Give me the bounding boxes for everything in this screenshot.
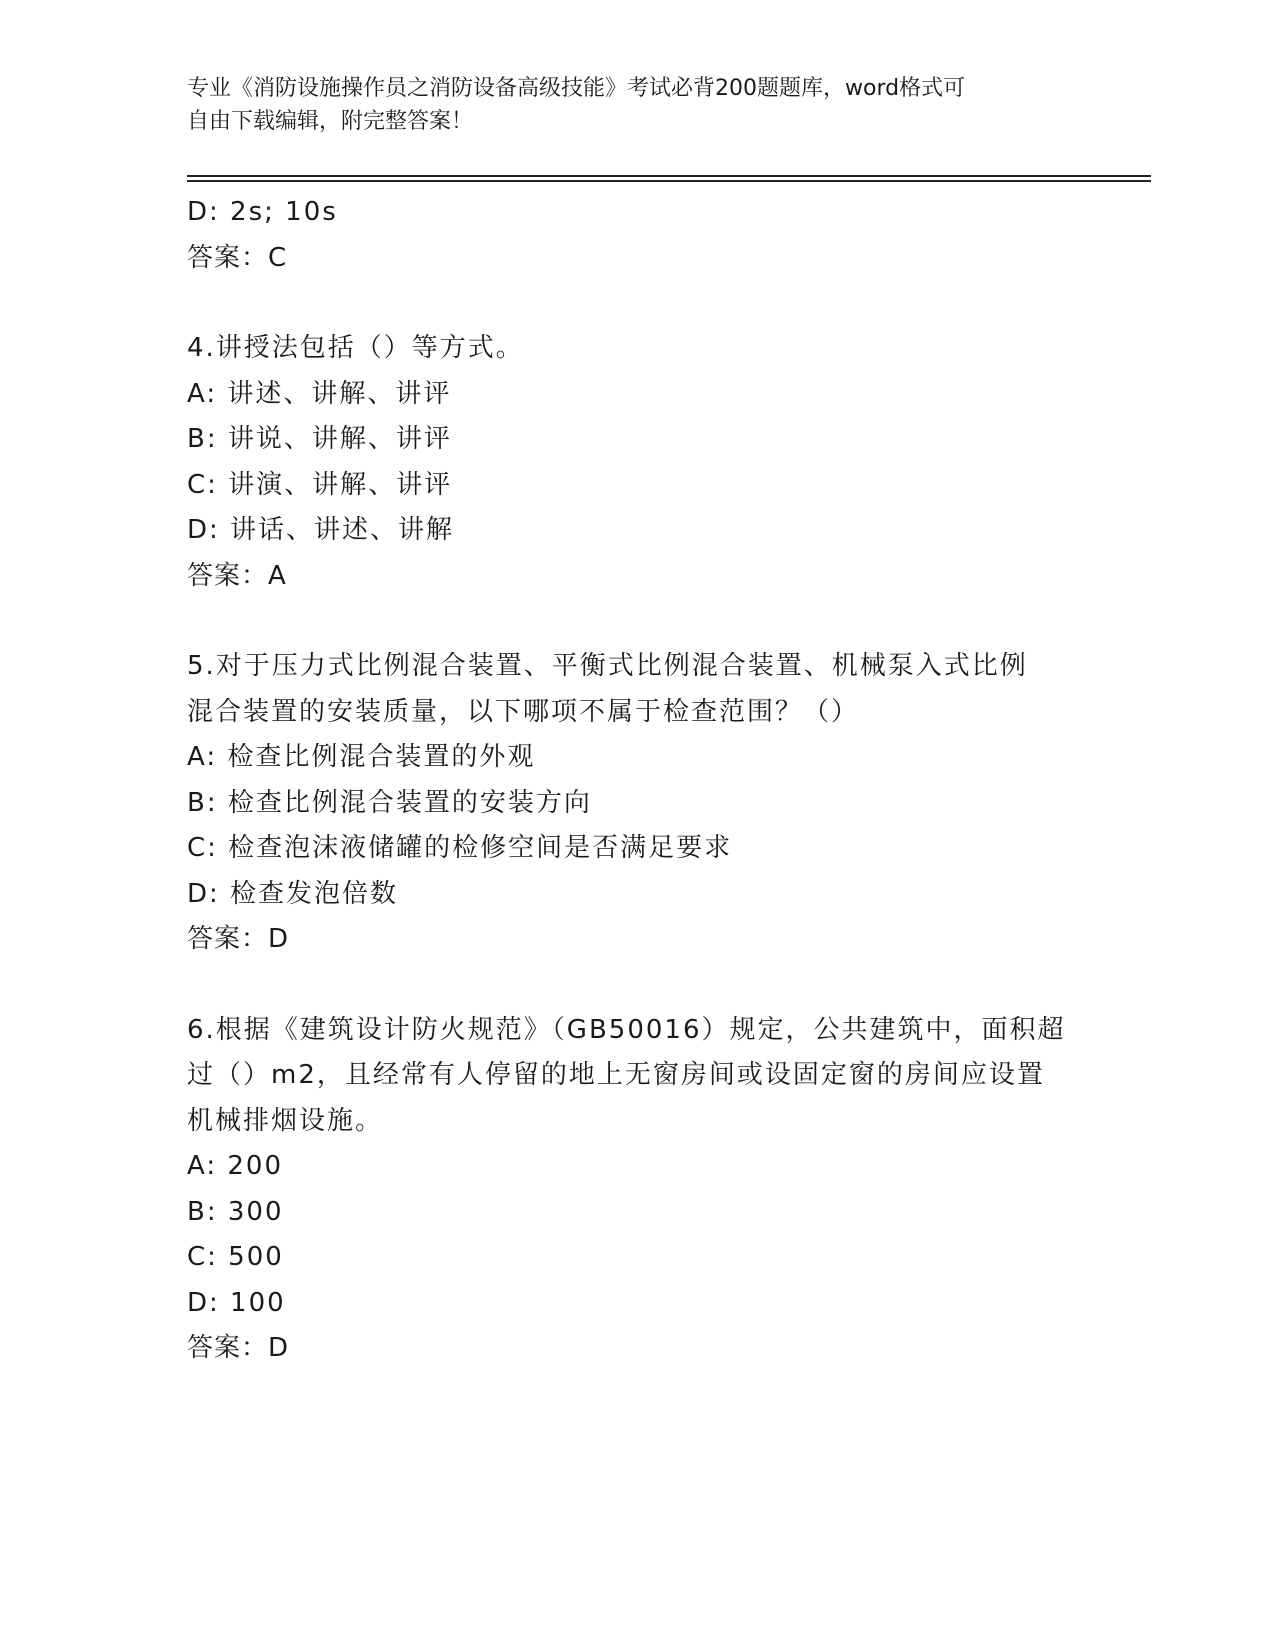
q6-answer: 答案：D <box>187 1333 290 1363</box>
q4-option-a: A: 讲述、讲解、讲评 <box>187 378 452 409</box>
question-6 <box>187 1008 1087 1372</box>
question-5 <box>187 644 1087 963</box>
q6-question-line-3: 机械排烟设施。 <box>187 1105 384 1136</box>
q4-option-c: C: 讲演、讲解、讲评 <box>187 469 453 500</box>
q5-question-line-2: 混合装置的安装质量，以下哪项不属于检查范围？（） <box>187 696 860 727</box>
page-header <box>187 72 1087 138</box>
q6-option-c: C: 500 <box>187 1242 284 1272</box>
question-3-tail <box>187 190 1087 281</box>
q4-answer: 答案：A <box>187 560 287 591</box>
q5-option-d: D: 检查发泡倍数 <box>187 878 399 909</box>
q5-option-a: A: 检查比例混合装置的外观 <box>187 742 536 772</box>
q6-question-line-2: 过（）m2，且经常有人停留的地上无窗房间或设固定窗的房间应设置 <box>187 1060 1045 1090</box>
q6-question-line-1: 6.根据《建筑设计防火规范》（GB50016）规定，公共建筑中，面积超 <box>187 1014 1066 1045</box>
q4-option-d: D: 讲话、讲述、讲解 <box>187 515 455 545</box>
q5-option-b: B: 检查比例混合装置的安装方向 <box>187 787 592 818</box>
q5-question-line-1: 5.对于压力式比例混合装置、平衡式比例混合装置、机械泵入式比例 <box>187 651 1028 681</box>
header-title-line-1: 专业《消防设施操作员之消防设备高级技能》考试必背200题题库，word格式可 <box>187 76 966 101</box>
q5-option-c: C: 检查泡沫液储罐的检修空间是否满足要求 <box>187 833 733 863</box>
q6-option-a: A: 200 <box>187 1151 283 1181</box>
q6-option-d: D: 100 <box>187 1287 286 1318</box>
q3-option-d: D: 2s; 10s <box>187 197 338 227</box>
q5-answer: 答案：D <box>187 924 290 954</box>
header-divider-bottom <box>187 180 1151 182</box>
header-title-line-2: 自由下载编辑，附完整答案！ <box>187 109 474 134</box>
q6-option-b: B: 300 <box>187 1196 284 1227</box>
spacer <box>187 599 1087 644</box>
spacer <box>187 281 1087 326</box>
question-4 <box>187 326 1087 599</box>
q3-answer: 答案：C <box>187 242 288 273</box>
header-divider-top <box>187 175 1151 177</box>
q4-option-b: B: 讲说、讲解、讲评 <box>187 424 452 454</box>
spacer <box>187 963 1087 1008</box>
q4-question: 4.讲授法包括（）等方式。 <box>187 333 524 363</box>
question-list <box>187 190 1087 1372</box>
